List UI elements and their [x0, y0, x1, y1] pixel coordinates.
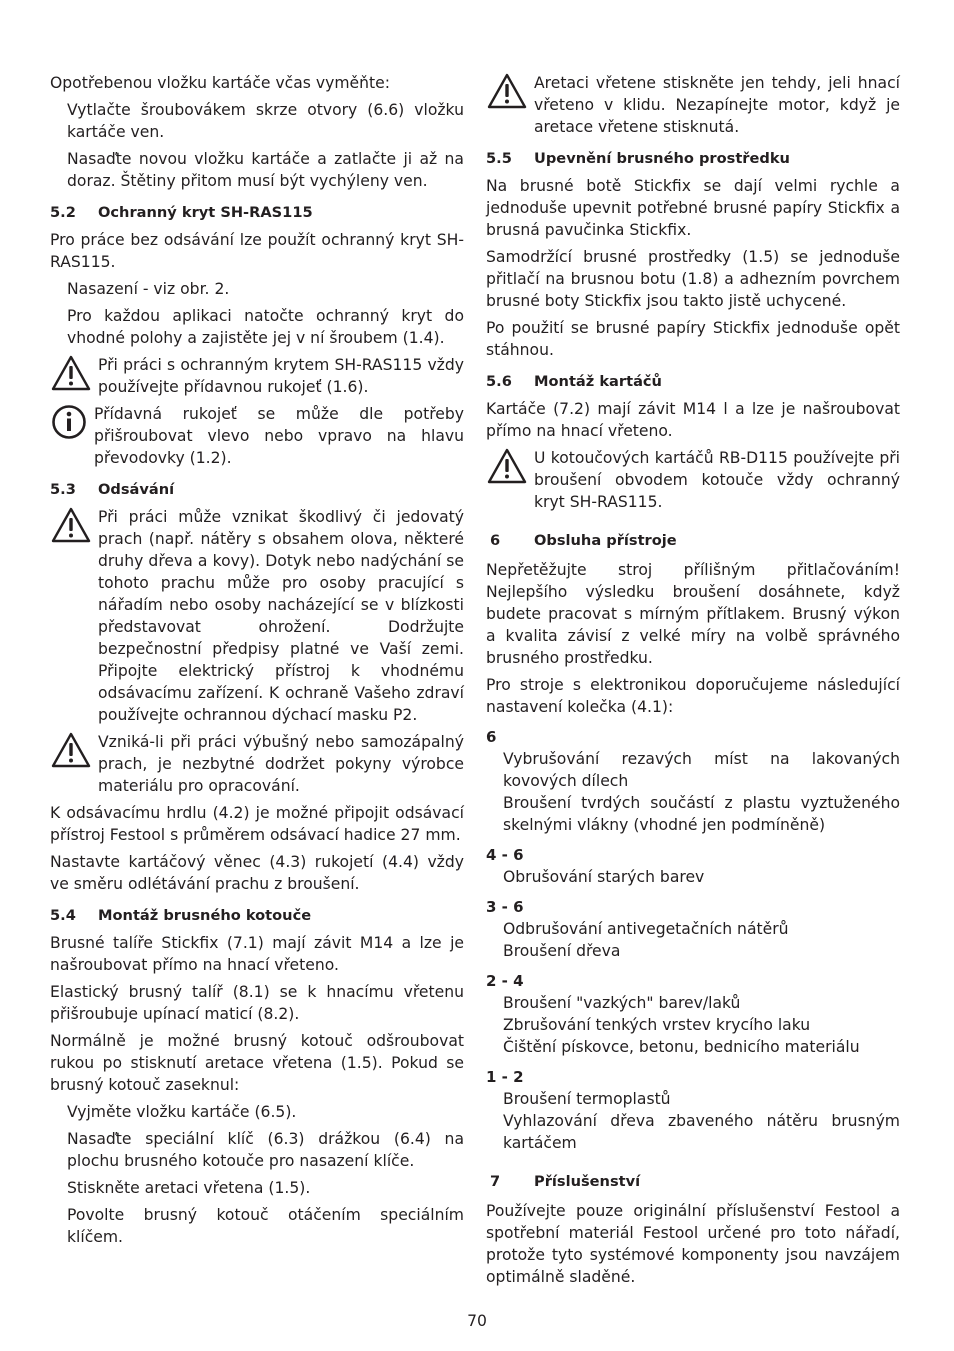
section-title: Montáž kartáčů: [534, 373, 662, 390]
setting-item: Broušení "vazkých" barev/laků: [503, 994, 741, 1012]
warning-note: [486, 447, 900, 513]
warning-text: U kotoučových kartáčů RB-D115 používejte při broušení obvodem kotouče vždy ochranný kryt SH-RAS115.: [534, 449, 900, 511]
paragraph: Opotřebenou vložku kartáče včas vyměňte:: [50, 74, 390, 92]
instruction-step: Vyjměte vložku kartáče (6.5).: [67, 1103, 297, 1121]
settings-list: [486, 726, 900, 1154]
setting-item: Čištění pískovce, betonu, bednicího materiálu: [503, 1038, 860, 1056]
section-heading-7: [486, 1172, 900, 1192]
section-heading-5-5: [486, 149, 900, 169]
paragraph: Po použití se brusné papíry Stickfix jednoduše opět stáhnou.: [486, 319, 900, 359]
section-heading-5-4: [50, 906, 464, 926]
section-heading-6: [486, 531, 900, 551]
warning-note: [486, 72, 900, 138]
instruction-step: Nasazení - viz obr. 2.: [67, 280, 230, 298]
section-title: Montáž brusného kotouče: [98, 907, 312, 924]
warning-text: Při práci může vznikat škodlivý či jedovatý prach (např. nátěry s obsahem olova, některé druhy dřeva a kovy). Dotyk nebo nadýchání se tohoto prachu může pro osoby pracující s nářadím nebo osoby nacházející se v blízkosti představovat ohrožení. Dodržujte bezpečnostní předpisy platné ve Vaší zemi. Připojte elektrický přístroj k vhodnému odsávacímu zařízení. K ochraně Vašeho zdraví používejte ochrannou dýchací masku P2.: [98, 508, 464, 724]
paragraph: Brusné talíře Stickfix (7.1) mají závit M14 a lze je našroubovat přímo na hnací vřeteno.: [50, 934, 464, 974]
warning-triangle-icon: [486, 447, 534, 491]
section-title: Ochranný kryt SH-RAS115: [98, 204, 313, 221]
right-column: [486, 72, 900, 1293]
warning-triangle-icon: [50, 354, 98, 398]
section-number: 5.3: [50, 481, 76, 498]
paragraph: Pro stroje s elektronikou doporučujeme následující nastavení kolečka (4.1):: [486, 676, 900, 716]
section-title: Příslušenství: [534, 1173, 641, 1190]
paragraph: Kartáče (7.2) mají závit M14 l a lze je našroubovat přímo na hnací vřeteno.: [486, 400, 900, 440]
section-number: 5.4: [50, 907, 76, 924]
warning-triangle-icon: [50, 506, 98, 550]
paragraph: Nepřetěžujte stroj přílišným přitlačováním! Nejlepšího výsledku broušení dosáhnete, když budete pracovat s mírným přítlakem. Brusný výkon a kvalita závisí z velké míry na volbě správného brusného prostředku.: [486, 561, 900, 667]
section-title: Odsávání: [98, 481, 175, 498]
paragraph: Samodržící brusné prostředky (1.5) se jednoduše přitlačí na brusnou botu (1.8) a adhezním povrchem brusné boty Stickfix jsou takto jistě uchycené.: [486, 248, 900, 310]
setting-item: Broušení termoplastů: [503, 1090, 671, 1108]
instruction-step: Nasaďte novou vložku kartáče a zatlačte ji až na doraz. Štětiny přitom musí být vychýleny ven.: [67, 150, 464, 190]
instruction-step: Povolte brusný kotouč otáčením speciálním klíčem.: [67, 1206, 464, 1246]
section-heading-5-2: [50, 203, 464, 223]
left-column: [50, 72, 464, 1253]
section-number: 5.2: [50, 204, 76, 221]
setting-item: Broušení tvrdých součástí z plastu vyztuženého skelnými vlákny (vhodné jen podmíněně): [503, 794, 900, 834]
setting-level: 6: [486, 728, 497, 746]
paragraph: Pro práce bez odsávání lze použít ochranný kryt SH-RAS115.: [50, 231, 464, 271]
setting-item: Zbrušování tenkých vrstev krycího laku: [503, 1016, 811, 1034]
section-number: 7: [490, 1173, 501, 1190]
section-number: 5.6: [486, 373, 512, 390]
instruction-step: Vytlačte šroubovákem skrze otvory (6.6) vložku kartáče ven.: [67, 101, 464, 141]
paragraph: Normálně je možné brusný kotouč odšroubovat rukou po stisknutí aretace vřetena (1.5). Pokud se brusný kotouč zaseknul:: [50, 1032, 464, 1094]
warning-note: [50, 354, 464, 398]
warning-text: Při práci s ochranným krytem SH-RAS115 vždy používejte přídavnou rukojeť (1.6).: [98, 356, 464, 396]
setting-level: 1 - 2: [486, 1068, 524, 1086]
setting-item: Vybrušování rezavých míst na lakovaných kovových dílech: [503, 750, 900, 790]
setting-level: 3 - 6: [486, 898, 524, 916]
paragraph: Používejte pouze originální příslušenství Festool a spotřební materiál Festool určené pro toto nářadí, protože tyto systémové komponenty jsou navzájem optimálně sladěné.: [486, 1202, 900, 1286]
section-number: 5.5: [486, 150, 512, 167]
warning-triangle-icon: [50, 731, 98, 775]
section-title: Obsluha přístroje: [534, 532, 677, 549]
paragraph: Na brusné botě Stickfix se dají velmi rychle a jednoduše upevnit potřebné brusné papíry Stickfix a brusná pavučinka Stickfix.: [486, 177, 900, 239]
setting-level: 2 - 4: [486, 972, 524, 990]
paragraph: K odsávacímu hrdlu (4.2) je možné připojit odsávací přístroj Festool s průměrem odsávací hadice 27 mm.: [50, 804, 464, 844]
warning-text: Vzniká-li při práci výbušný nebo samozápalný prach, je nezbytné dodržet pokyny výrobce materiálu pro opracování.: [98, 733, 464, 795]
page-number: 70: [467, 1312, 487, 1330]
instruction-step: Pro každou aplikaci natočte ochranný kryt do vhodné polohy a zajistěte jej v ní šroubem (1.4).: [67, 307, 464, 347]
instruction-step: Stiskněte aretaci vřetena (1.5).: [67, 1179, 311, 1197]
warning-text: Aretaci vřetene stiskněte jen tehdy, jeli hnací vřeteno v klidu. Nezapínejte motor, když je aretace vřetene stisknutá.: [534, 74, 900, 136]
section-heading-5-3: [50, 480, 464, 500]
warning-triangle-icon: [486, 72, 534, 116]
info-text: Přídavná rukojeť se může dle potřeby přišroubovat vlevo nebo vpravo na hlavu převodovky (1.2).: [94, 405, 464, 467]
setting-item: Vyhlazování dřeva zbaveného nátěru brusným kartáčem: [503, 1112, 900, 1152]
section-number: 6: [490, 532, 501, 549]
paragraph: Nastavte kartáčový věnec (4.3) rukojetí (4.4) vždy ve směru odlétávání prachu z broušení.: [50, 853, 464, 893]
instruction-step: Nasaďte speciální klíč (6.3) drážkou (6.4) na plochu brusného kotouče pro nasazení klíče.: [67, 1130, 464, 1170]
setting-item: Broušení dřeva: [503, 942, 621, 960]
setting-level: 4 - 6: [486, 846, 524, 864]
paragraph: Elastický brusný talíř (8.1) se k hnacímu vřetenu přišroubuje upínací maticí (8.2).: [50, 983, 464, 1023]
section-title: Upevnění brusného prostředku: [534, 150, 790, 167]
warning-note: [50, 731, 464, 797]
section-heading-5-6: [486, 372, 900, 392]
setting-item: Obrušování starých barev: [503, 868, 705, 886]
warning-note: [50, 506, 464, 726]
info-note: [50, 403, 464, 469]
setting-item: Odbrušování antivegetačních nátěrů: [503, 920, 789, 938]
info-circle-icon: [50, 403, 98, 447]
